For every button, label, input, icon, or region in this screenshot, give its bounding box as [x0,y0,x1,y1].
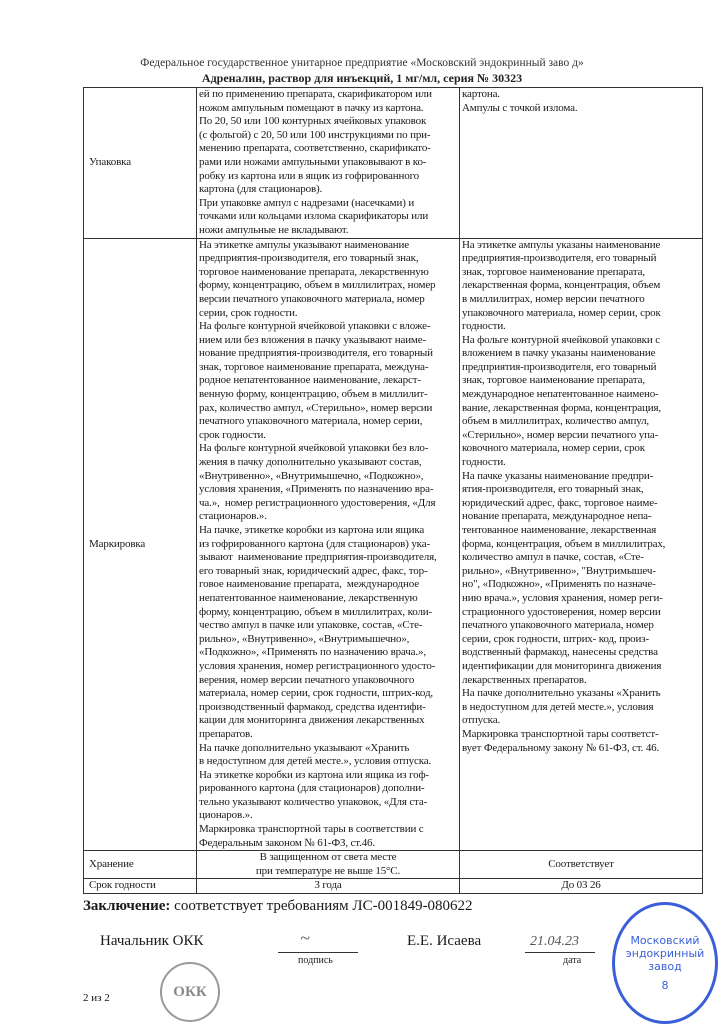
row-label: Маркировка [84,238,197,851]
okk-stamp-text: ОКК [173,983,207,1000]
row-label: Срок годности [84,879,197,894]
table-row-marking [84,238,703,851]
result-cell: На этикетке ампулы указаны наименование предприятия-производителя, его товарный знак, торговое наименование препарата, лекарственная форма, концентрация, объем в миллилитрах, номер версии печатного упаковочного материала, номер серии, срок годности. На фольге контурной ячейковой упаковки с вложением в пачку указаны наименование предприятия-производителя, его товарный знак, торговое наименование препарата, международное непатентованное наимено- вание, лекарственная форма, концентрация, объем в миллилитрах, количество ампул, «Стерильно», номер версии печатного упа- ковочного материала, номер серии, срок годности. На пачке указаны наименование предпри- ятия-производителя, его товарный знак, юридический адрес, факс, торговое наиме- нование препарата, международное непа- тентованное наименование, лекарственная форма, концентрация, объем в миллилитрах, количество ампул в пачке, состав, «Сте- рильно», «Внутривенно», "Внутримышеч- но", «Подкожно», «Применять по назначе- нию врача.», условия хранения, номер реги- страционного удостоверения, номер версии печатного упаковочного материала, номер серии, срок годности, штрих- код, произ- водственный фармакод, нанесены средства идентификации для мониторинга движения лекарственных препаратов. На пачке дополнительно указаны «Хранить в недоступном для детей месте.», условия отпуска. Маркировка транспортной тары соответст- вует Федеральному закону № 61-ФЗ, ст. 46. [460,238,703,851]
factory-stamp-text: Московский эндокринный завод [625,934,705,973]
table-row-packaging [84,88,703,239]
spec-cell: ей по применению препарата, скарификатором или ножом ампульным помещают в пачку из картона. По 20, 50 или 100 контурных ячейковых упаковок (с фольгой) с 20, 50 или 100 инструкциями по при- менению препарата, соответственно, скарификато- рами или ножами ампульными упаковывают в ко- робку из картона или в ящик из гофрированного картона (для стационаров). При упаковке ампул с надрезами (насечками) и точками или кольцами излома скарификаторы или ножи ампульные не вкладывают. [197,88,460,239]
spec-cell: В защищенном от света месте при температуре не выше 15°C. [197,851,460,879]
result-cell: До 03 26 [460,879,703,894]
signer-name: Е.Е. Исаева [407,933,482,949]
page-number: 2 из 2 [83,992,110,1004]
conclusion-text: соответствует требованиям ЛС-001849-080622 [174,898,473,914]
okk-stamp [160,962,220,1022]
date-line [525,952,595,953]
date-caption: дата [563,955,582,966]
result-cell: Соответствует [460,851,703,879]
signature-caption: подпись [298,955,333,966]
spec-cell: 3 года [197,879,460,894]
table-row-storage [84,851,703,879]
conclusion [83,897,473,915]
row-label: Хранение [84,851,197,879]
conclusion-label: Заключение: [83,898,171,914]
position-title: Начальник ОКК [100,933,204,949]
row-label: Упаковка [84,88,197,239]
spec-cell: На этикетке ампулы указывают наименование предприятия-производителя, его товарный знак, торговое наименование препарата, лекарственную форму, концентрацию, объем в миллилитрах, номер версии печатного упаковочного материала, номер серии, срок годности. На фольге контурной ячейковой упаковки с вложе- нием или без вложения в пачку указывают наиме- нование предприятия-производителя, его товарный знак, торговое наименование препарата, междуна- родное непатентованное наименование, лекарст- венную форму, концентрацию, объем в миллилит- рах, количество ампул, «Стерильно», номер версии печатного упаковочного материала, номер серии, срок годности. На фольге контурной ячейковой упаковки без вло- жения в пачку дополнительно указывают состав, «Внутривенно», «Внутримышечно, «Подкожно», условия хранения, «Применять по назначению вра- ча.», номер регистрационного удостоверения, «Для стационаров.». На пачке, этикетке коробки из картона или ящика из гофрированного картона (для стационаров) ука- зывают наименование предприятия-производителя, его товарный знак, юридический адрес, факс, тор- говое наименование препарата, международное непатентованное наименование, лекарственную форму, концентрацию, объем в миллилитрах, коли- чество ампул в пачке или упаковке, состав, «Сте- рильно», «Внутривенно», «Внутримышечно», «Подкожно», «Применять по назначению врача.», условия хранения, номер регистрационного удосто- верения, номер версии печатного упаковочного материала, номер серии, срок годности, штрих-код, производственный фармакод, средства идентифи- кации для мониторинга движения лекарственных препаратов. На пачке дополнительно указывают «Хранить в недоступном для детей месте.», условия отпуска. На этикетке коробки из картона или ящика из гоф- рированного картона (для стационаров) дополни- тельно указывают количество упаковок, «Для ста- ционаров.». Маркировка транспортной тары в соответствии с Федеральным законом № 61-ФЗ, ст.46. [197,238,460,851]
date-value: 21.04.23 [530,934,579,949]
specification-table [83,87,703,894]
result-cell: картона. Ампулы с точкой излома. [460,88,703,239]
factory-stamp-number: 8 [661,979,669,992]
table-row-shelf-life [84,879,703,894]
signature-line [278,952,358,953]
signature-mark: ~ [300,928,310,948]
organization-header: Федеральное государственное унитарное предприятие «Московский эндокринный заво д» [140,57,584,69]
factory-stamp [612,902,718,1024]
product-title: Адреналин, раствор для инъекций, 1 мг/мл, серия № 30323 [201,71,523,85]
